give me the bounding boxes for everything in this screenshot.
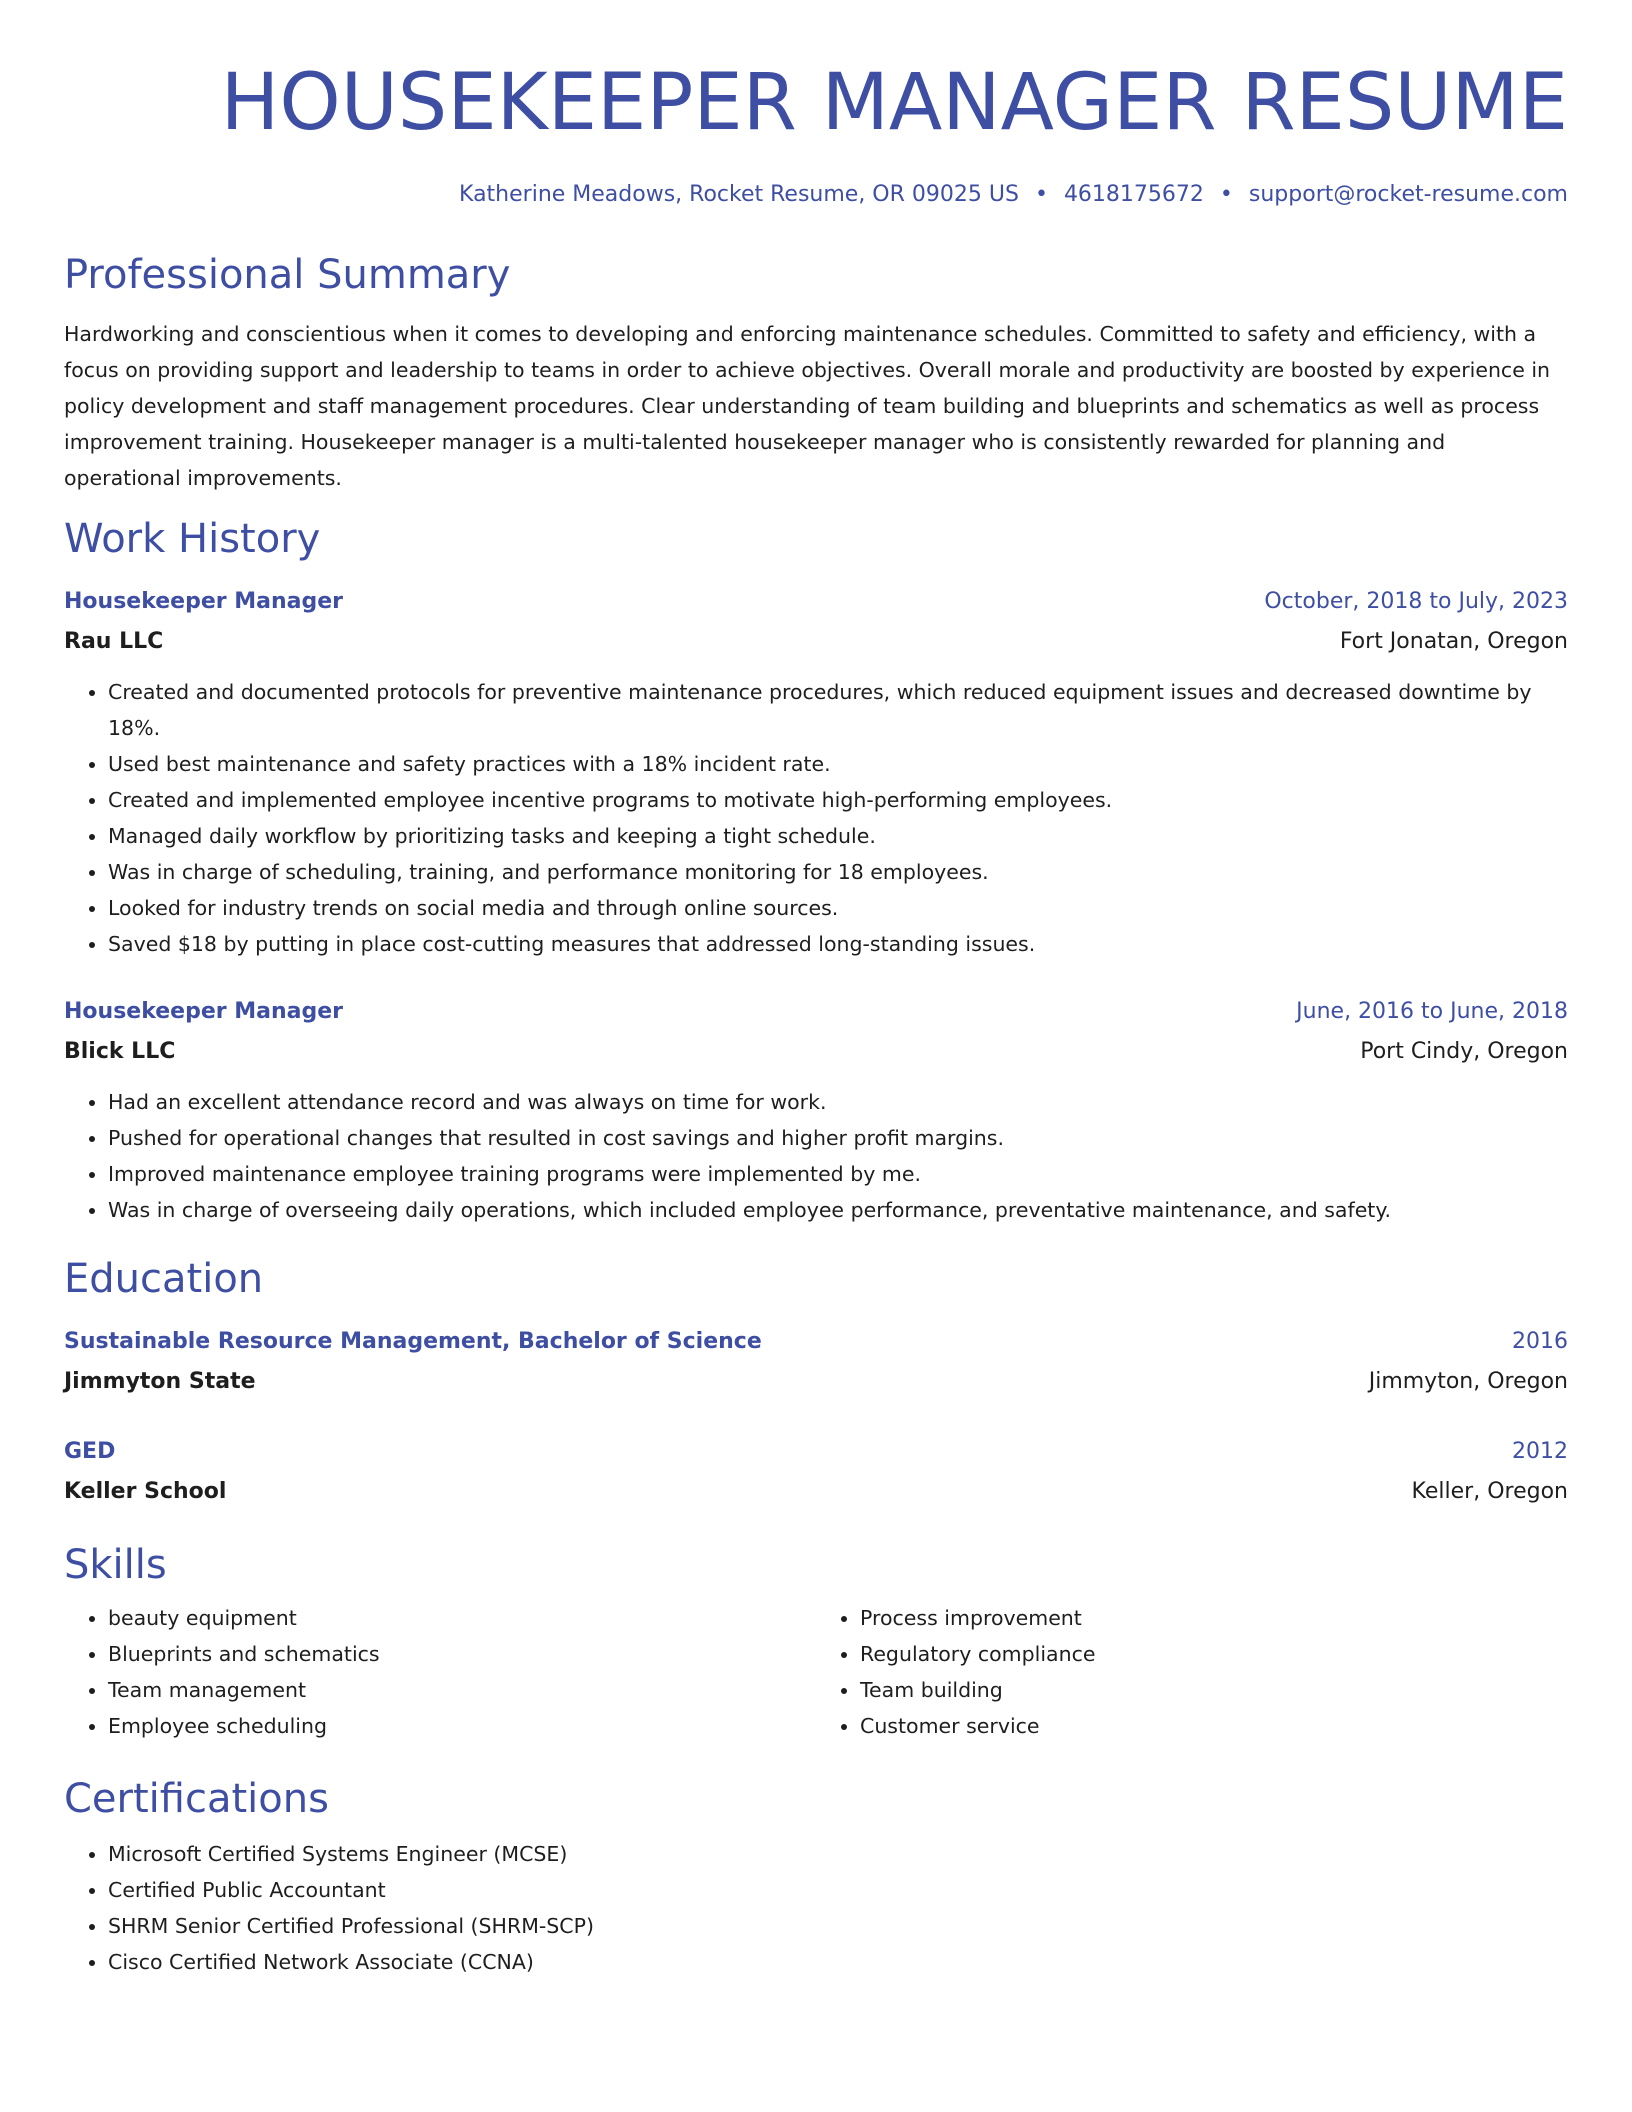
list-item: • Cisco Certified Network Associate (CCNA) bbox=[108, 1944, 1568, 1980]
education-year: 2012 bbox=[1512, 1439, 1568, 1464]
list-item: • Managed daily workflow by prioritizing tasks and keeping a tight schedule. bbox=[108, 818, 1568, 854]
job-role: Housekeeper Manager bbox=[64, 999, 344, 1024]
section-title-work: Work History bbox=[64, 516, 321, 562]
job-entry bbox=[64, 992, 1568, 1228]
education-school: Jimmyton State bbox=[64, 1369, 256, 1394]
education-location: Keller, Oregon bbox=[1411, 1479, 1568, 1504]
list-item: • Saved $18 by putting in place cost-cutting measures that addressed long-standing issues. bbox=[108, 926, 1568, 962]
list-item: • Employee scheduling bbox=[108, 1708, 816, 1744]
contact-email: support@rocket-resume.com bbox=[1248, 182, 1568, 207]
job-bullets bbox=[64, 674, 1568, 962]
list-item: • Pushed for operational changes that resulted in cost savings and higher profit margins. bbox=[108, 1120, 1568, 1156]
list-item: • beauty equipment bbox=[108, 1600, 816, 1636]
list-item: • Blueprints and schematics bbox=[108, 1636, 816, 1672]
list-item: • Process improvement bbox=[860, 1600, 1568, 1636]
contact-separator: • bbox=[1219, 182, 1233, 207]
job-role: Housekeeper Manager bbox=[64, 589, 344, 614]
contact-address: Katherine Meadows, Rocket Resume, OR 09025 US bbox=[459, 182, 1019, 207]
list-item: • Created and implemented employee incentive programs to motivate high-performing employees. bbox=[108, 782, 1568, 818]
education-degree: GED bbox=[64, 1439, 116, 1464]
job-dates: June, 2016 to June, 2018 bbox=[1296, 999, 1568, 1024]
list-item: • Certified Public Accountant bbox=[108, 1872, 1568, 1908]
education-year: 2016 bbox=[1512, 1329, 1568, 1354]
job-bullets bbox=[64, 1084, 1568, 1228]
list-item: • SHRM Senior Certified Professional (SHRM-SCP) bbox=[108, 1908, 1568, 1944]
job-company: Blick LLC bbox=[64, 1039, 176, 1064]
resume-page bbox=[64, 0, 1568, 1980]
certifications-list bbox=[64, 1836, 1568, 1980]
summary-text: Hardworking and conscientious when it comes to developing and enforcing maintenance schedules. Committed to safety and efficiency, with a focus on providing support and leadership to teams in order to achieve objectives. Overall morale and productivity are boosted by experience in policy development and staff management procedures. Clear understanding of team building and blueprints and schematics as well as process improvement training. Housekeeper manager is a multi-talented housekeeper manager who is consistently rewarded for planning and operational improvements. bbox=[64, 322, 1551, 490]
list-item: • Created and documented protocols for preventive maintenance procedures, which reduced equipment issues and decreased downtime by 18%. bbox=[108, 674, 1568, 746]
section-title-certifications: Certifications bbox=[64, 1776, 329, 1822]
contact-phone: 4618175672 bbox=[1063, 182, 1204, 207]
list-item: • Was in charge of scheduling, training, and performance monitoring for 18 employees. bbox=[108, 854, 1568, 890]
section-title-education: Education bbox=[64, 1256, 264, 1302]
contact-separator: • bbox=[1034, 182, 1048, 207]
list-item: • Regulatory compliance bbox=[860, 1636, 1568, 1672]
education-location: Jimmyton, Oregon bbox=[1368, 1369, 1568, 1394]
list-item: • Team management bbox=[108, 1672, 816, 1708]
list-item: • Used best maintenance and safety practices with a 18% incident rate. bbox=[108, 746, 1568, 782]
section-title-skills: Skills bbox=[64, 1542, 167, 1588]
education-degree: Sustainable Resource Management, Bachelor of Science bbox=[64, 1329, 762, 1354]
job-location: Fort Jonatan, Oregon bbox=[1339, 629, 1568, 654]
skills-grid bbox=[64, 1600, 1568, 1744]
contact-line bbox=[64, 180, 1568, 210]
list-item: • Team building bbox=[860, 1672, 1568, 1708]
education-school: Keller School bbox=[64, 1479, 227, 1504]
list-item: • Was in charge of overseeing daily operations, which included employee performance, preventative maintenance, and safety. bbox=[108, 1192, 1568, 1228]
list-item: • Had an excellent attendance record and was always on time for work. bbox=[108, 1084, 1568, 1120]
resume-title: HOUSEKEEPER MANAGER RESUME bbox=[220, 58, 1568, 148]
job-location: Port Cindy, Oregon bbox=[1360, 1039, 1568, 1064]
section-title-summary: Professional Summary bbox=[64, 252, 511, 298]
list-item: • Customer service bbox=[860, 1708, 1568, 1744]
job-dates: October, 2018 to July, 2023 bbox=[1264, 589, 1568, 614]
education-entry bbox=[64, 1432, 1568, 1512]
list-item: • Improved maintenance employee training programs were implemented by me. bbox=[108, 1156, 1568, 1192]
list-item: • Microsoft Certified Systems Engineer (MCSE) bbox=[108, 1836, 1568, 1872]
skills-list-left bbox=[64, 1600, 816, 1744]
skills-list-right bbox=[816, 1600, 1568, 1744]
education-entry bbox=[64, 1322, 1568, 1402]
job-company: Rau LLC bbox=[64, 629, 164, 654]
job-entry bbox=[64, 582, 1568, 962]
list-item: • Looked for industry trends on social media and through online sources. bbox=[108, 890, 1568, 926]
